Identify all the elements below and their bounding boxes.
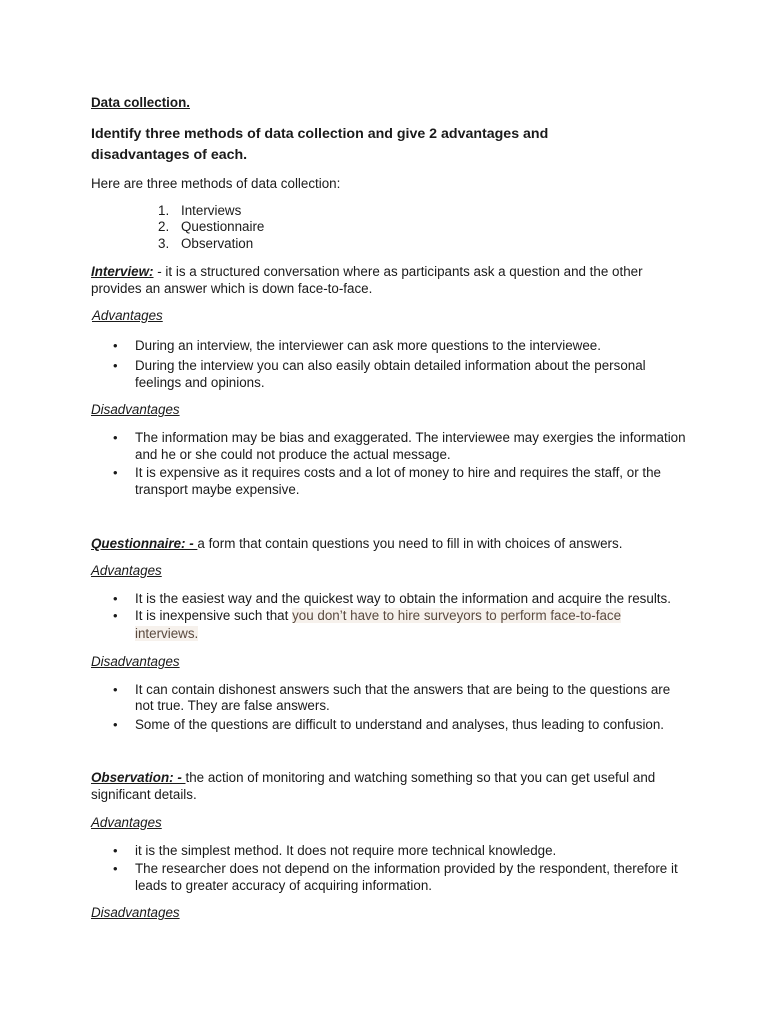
interview-definition-text: it is a structured conversation where as participants ask a question and the other: [165, 264, 643, 279]
bullet-icon: •: [113, 682, 118, 697]
observation-advantage-item: it is the simplest method. It does not require more technical knowledge.: [135, 843, 557, 858]
bullet-icon: •: [113, 608, 118, 623]
interview-advantages-heading: Advantages: [92, 308, 163, 323]
method-number: 1.: [158, 203, 170, 218]
questionnaire-disadvantage-item-cont: not true. They are false answers.: [135, 698, 330, 713]
bullet-icon: •: [113, 338, 118, 353]
bullet-icon: •: [113, 717, 118, 732]
question-line-1: Identify three methods of data collection and give 2 advantages and: [91, 126, 549, 142]
questionnaire-advantage-text: It is inexpensive such that: [135, 608, 293, 623]
observation-advantage-item: The researcher does not depend on the information provided by the respondent, therefore it: [135, 861, 678, 876]
questionnaire-disadvantage-item: It can contain dishonest answers such that the answers that are being to the questions are: [135, 682, 671, 697]
interview-disadvantage-item-cont: transport maybe expensive.: [135, 482, 300, 497]
observation-advantages-heading: Advantages: [91, 815, 162, 830]
observation-definition-text: the action of monitoring and watching something so that you can get useful and: [185, 770, 656, 785]
bullet-icon: •: [113, 843, 118, 858]
interview-advantage-item: During an interview, the interviewer can ask more questions to the interviewee.: [135, 338, 601, 353]
bullet-icon: •: [113, 591, 118, 606]
interview-disadvantages-heading: Disadvantages: [91, 402, 180, 417]
questionnaire-term: Questionnaire: -: [91, 536, 198, 551]
question-line-2: disadvantages of each.: [91, 147, 248, 163]
highlighted-text: interviews.: [135, 626, 199, 641]
method-number: 2.: [158, 219, 170, 234]
questionnaire-advantage-item: [135, 608, 621, 624]
bullet-icon: •: [113, 465, 118, 480]
questionnaire-definition: [91, 536, 622, 552]
questionnaire-disadvantage-item: Some of the questions are difficult to understand and analyses, thus leading to confusion.: [135, 717, 665, 732]
method-label: Observation: [181, 236, 254, 251]
interview-term: Interview:: [91, 264, 154, 279]
observation-definition: [91, 770, 655, 786]
method-label: Questionnaire: [181, 219, 265, 234]
questionnaire-disadvantages-heading: Disadvantages: [91, 654, 180, 669]
observation-definition-line-2: significant details.: [91, 787, 197, 802]
observation-disadvantages-heading: Disadvantages: [91, 905, 180, 920]
observation-advantage-item-cont: leads to greater accuracy of acquiring information.: [135, 878, 432, 893]
interview-disadvantage-item: The information may be bias and exaggerated. The interviewee may exergies the information: [135, 430, 686, 445]
method-number: 3.: [158, 236, 170, 251]
questionnaire-advantages-heading: Advantages: [91, 563, 162, 578]
bullet-icon: •: [113, 430, 118, 445]
interview-definition-line-2: provides an answer which is down face-to-face.: [91, 281, 373, 296]
observation-term: Observation: -: [91, 770, 186, 785]
method-label: Interviews: [181, 203, 242, 218]
interview-separator: -: [153, 264, 166, 279]
highlighted-text: you don’t have to hire surveyors to perform face-to-face: [292, 608, 622, 623]
questionnaire-advantage-item-cont: [135, 626, 198, 642]
interview-definition: [91, 264, 643, 280]
questionnaire-definition-text: a form that contain questions you need to fill in with choices of answers.: [197, 536, 623, 551]
bullet-icon: •: [113, 861, 118, 876]
interview-advantage-item: During the interview you can also easily obtain detailed information about the personal: [135, 358, 646, 373]
intro-text: Here are three methods of data collection:: [91, 176, 341, 191]
questionnaire-advantage-item: It is the easiest way and the quickest way to obtain the information and acquire the results.: [135, 591, 671, 606]
interview-disadvantage-item: It is expensive as it requires costs and a lot of money to hire and requires the staff, or the: [135, 465, 661, 480]
bullet-icon: •: [113, 358, 118, 373]
interview-advantage-item-cont: feelings and opinions.: [135, 375, 265, 390]
interview-disadvantage-item-cont: and he or she could not produce the actual message.: [135, 447, 451, 462]
document-heading: Data collection.: [91, 95, 190, 110]
